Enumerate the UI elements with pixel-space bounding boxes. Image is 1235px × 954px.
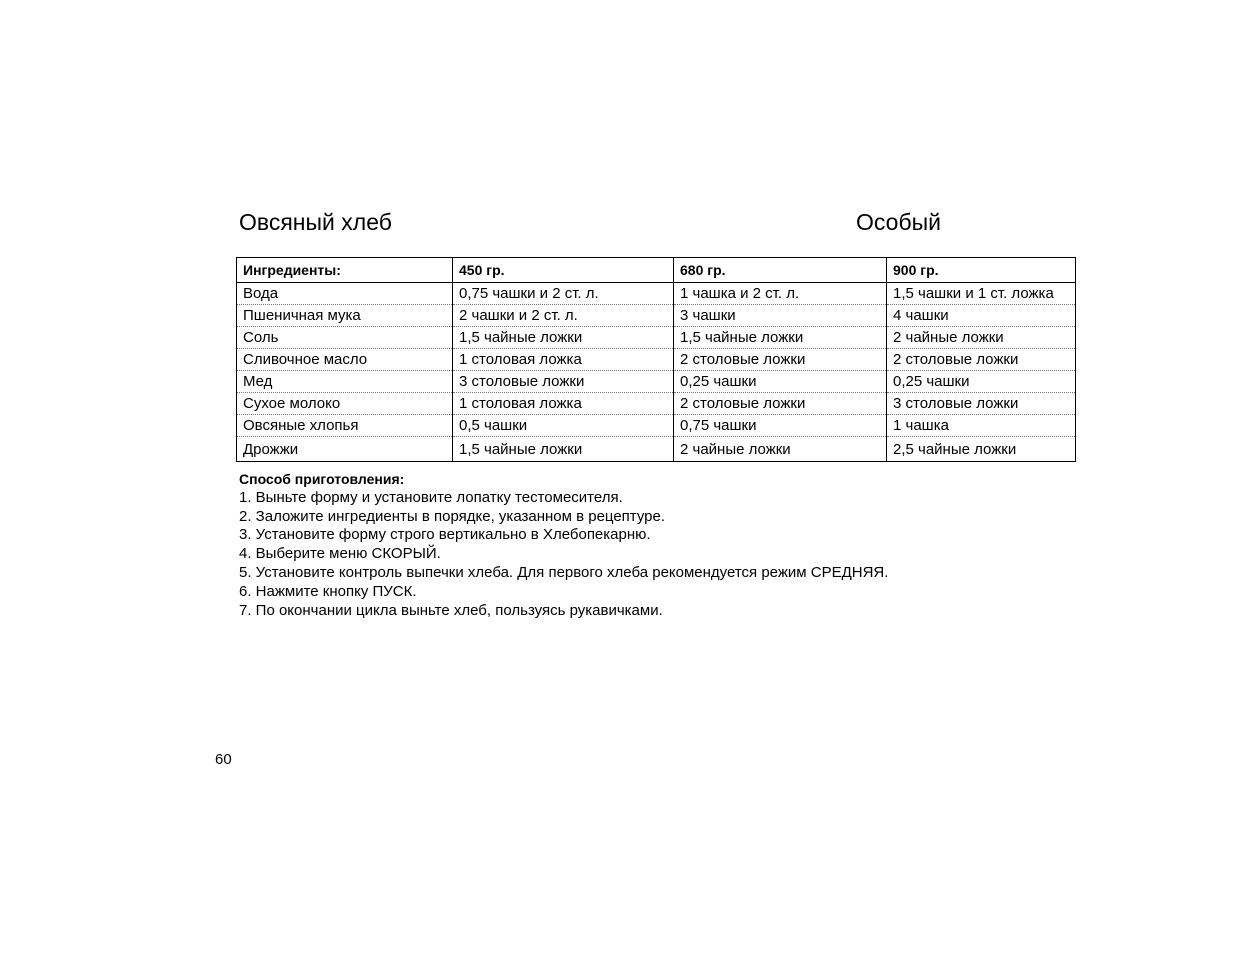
recipe-title: Овсяный хлеб [239,209,392,235]
amount-680-cell: 3 чашки [674,305,887,327]
method-step: 4. Выберите меню СКОРЫЙ. [239,545,441,563]
table-row [237,393,1076,415]
amount-450-cell: 0,75 чашки и 2 ст. л. [453,283,674,305]
amount-900-cell: 3 столовые ложки [887,393,1076,415]
method-step: 2. Заложите ингредиенты в порядке, указанном в рецептуре. [239,507,666,525]
ingredient-cell: Сухое молоко [237,393,453,415]
table-row [237,283,1076,305]
table-header-row [237,258,1076,283]
amount-900-cell: 1,5 чашки и 1 ст. ложка [887,283,1076,305]
amount-900-cell: 0,25 чашки [887,371,1076,393]
amount-900-cell: 2 столовые ложки [887,349,1076,371]
amount-680-cell: 1 чашка и 2 ст. л. [674,283,887,305]
ingredient-cell: Дрожжи [237,437,453,462]
amount-450-cell: 1 столовая ложка [453,349,674,371]
header-680: 680 гр. [674,258,887,283]
table-row [237,437,1076,462]
amount-680-cell: 2 столовые ложки [674,349,887,371]
amount-900-cell: 2,5 чайные ложки [887,437,1076,462]
table-row [237,415,1076,437]
method-step: 5. Установите контроль выпечки хлеба. Для первого хлеба рекомендуется режим СРЕДНЯЯ. [239,563,889,581]
header-ingredients: Ингредиенты: [237,258,453,283]
amount-900-cell: 1 чашка [887,415,1076,437]
ingredient-cell: Мед [237,371,453,393]
amount-680-cell: 1,5 чайные ложки [674,327,887,349]
amount-450-cell: 2 чашки и 2 ст. л. [453,305,674,327]
amount-450-cell: 3 столовые ложки [453,371,674,393]
method-step: 7. По окончании цикла выньте хлеб, пользуясь рукавичками. [239,601,663,619]
recipe-category: Особый [856,209,941,235]
amount-900-cell: 2 чайные ложки [887,327,1076,349]
ingredients-table [236,257,1076,462]
method-step: 3. Установите форму строго вертикально в Хлебопекарню. [239,526,651,544]
ingredient-cell: Соль [237,327,453,349]
header-450: 450 гр. [453,258,674,283]
ingredient-cell: Овсяные хлопья [237,415,453,437]
page-number: 60 [215,751,232,768]
ingredient-cell: Вода [237,283,453,305]
ingredient-cell: Пшеничная мука [237,305,453,327]
amount-900-cell: 4 чашки [887,305,1076,327]
method-step: 1. Выньте форму и установите лопатку тестомесителя. [239,488,623,506]
table-row [237,305,1076,327]
method-steps [239,489,888,621]
amount-450-cell: 1 столовая ложка [453,393,674,415]
amount-680-cell: 0,75 чашки [674,415,887,437]
table-row [237,371,1076,393]
amount-450-cell: 0,5 чашки [453,415,674,437]
amount-450-cell: 1,5 чайные ложки [453,437,674,462]
amount-450-cell: 1,5 чайные ложки [453,327,674,349]
method-step: 6. Нажмите кнопку ПУСК. [239,582,417,600]
amount-680-cell: 0,25 чашки [674,371,887,393]
method-title: Способ приготовления: [239,471,405,487]
amount-680-cell: 2 столовые ложки [674,393,887,415]
preparation-method [239,470,888,620]
table-row [237,327,1076,349]
amount-680-cell: 2 чайные ложки [674,437,887,462]
ingredient-cell: Сливочное масло [237,349,453,371]
header-900: 900 гр. [887,258,1076,283]
table-row [237,349,1076,371]
